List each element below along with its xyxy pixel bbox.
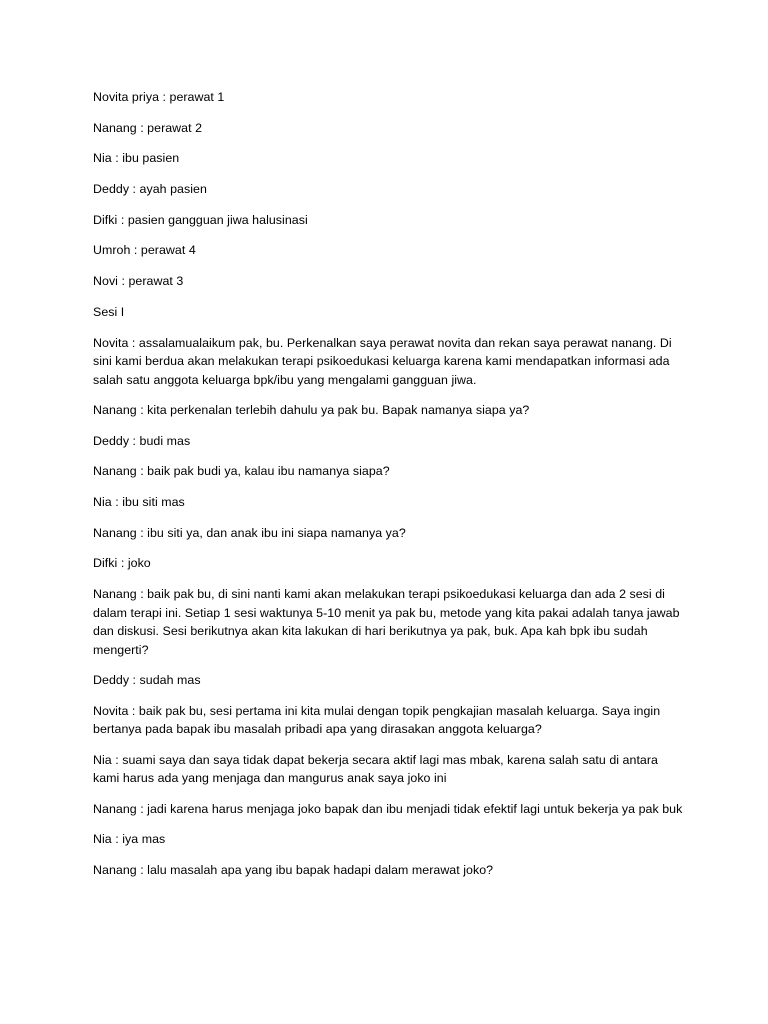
dialogue-paragraph: Nanang : kita perkenalan terlebih dahulu ya pak bu. Bapak namanya siapa ya? [93, 403, 530, 417]
dialogue-paragraph: Nanang : baik pak budi ya, kalau ibu namanya siapa? [93, 464, 390, 479]
dialogue-paragraph: Novita : baik pak bu, sesi pertama ini kita mulai dengan topik pengkajian masalah keluarga. Saya ingin bertanya pada bapak ibu masalah pribadi apa yang dirasakan anggota keluarga? [93, 703, 661, 737]
cast-line-nanang: Nanang : perawat 2 [93, 120, 203, 135]
dialogue-paragraph: Deddy : sudah mas [93, 673, 201, 688]
dialogue-paragraph: Nia : suami saya dan saya tidak dapat bekerja secara aktif lagi mas mbak, karena salah satu di antara kami harus ada yang menjaga dan mangurus anak saya joko ini [93, 752, 658, 786]
dialogue-paragraph: Deddy : budi mas [93, 433, 191, 448]
cast-line-nia: Nia : ibu pasien [93, 151, 180, 166]
dialogue-paragraph: Nia : iya mas [93, 832, 166, 847]
dialogue-paragraph: Nanang : jadi karena harus menjaga joko bapak dan ibu menjadi tidak efektif lagi untuk bekerja ya pak buk [93, 801, 683, 816]
session-heading: Sesi I [93, 304, 125, 319]
cast-line-difki: Difki : pasien gangguan jiwa halusinasi [93, 212, 308, 227]
dialogue-paragraph: Difki : joko [93, 556, 151, 571]
dialogue-paragraph: Novita : assalamualaikum pak, bu. Perkenalkan saya perawat novita dan rekan saya perawat nanang. Di sini kami berdua akan melakukan terapi psikoedukasi keluarga karena kami mendapatkan informasi ada salah satu anggota keluarga bpk/ibu yang mengalami gangguan jiwa. [93, 335, 672, 387]
cast-line-novita: Novita priya : perawat 1 [93, 90, 225, 104]
document-body [93, 88, 683, 892]
dialogue-paragraph: Nia : ibu siti mas [93, 495, 185, 510]
cast-line-novi: Novi : perawat 3 [93, 274, 184, 289]
dialogue-paragraph: Nanang : ibu siti ya, dan anak ibu ini siapa namanya ya? [93, 525, 406, 540]
dialogue-paragraph: Nanang : lalu masalah apa yang ibu bapak hadapi dalam merawat joko? [93, 863, 494, 877]
cast-line-deddy: Deddy : ayah pasien [93, 182, 207, 197]
cast-line-umroh: Umroh : perawat 4 [93, 243, 196, 258]
dialogue-paragraph: Nanang : baik pak bu, di sini nanti kami akan melakukan terapi psikoedukasi keluarga dan ada 2 sesi di dalam terapi ini. Setiap 1 sesi waktunya 5-10 menit ya pak bu, metode yang kita pakai adalah tanya jawab dan diskusi. Sesi berikutnya akan kita lakukan di hari berikutnya ya pak, buk. Apa kah bpk ibu sudah mengerti? [93, 587, 680, 657]
